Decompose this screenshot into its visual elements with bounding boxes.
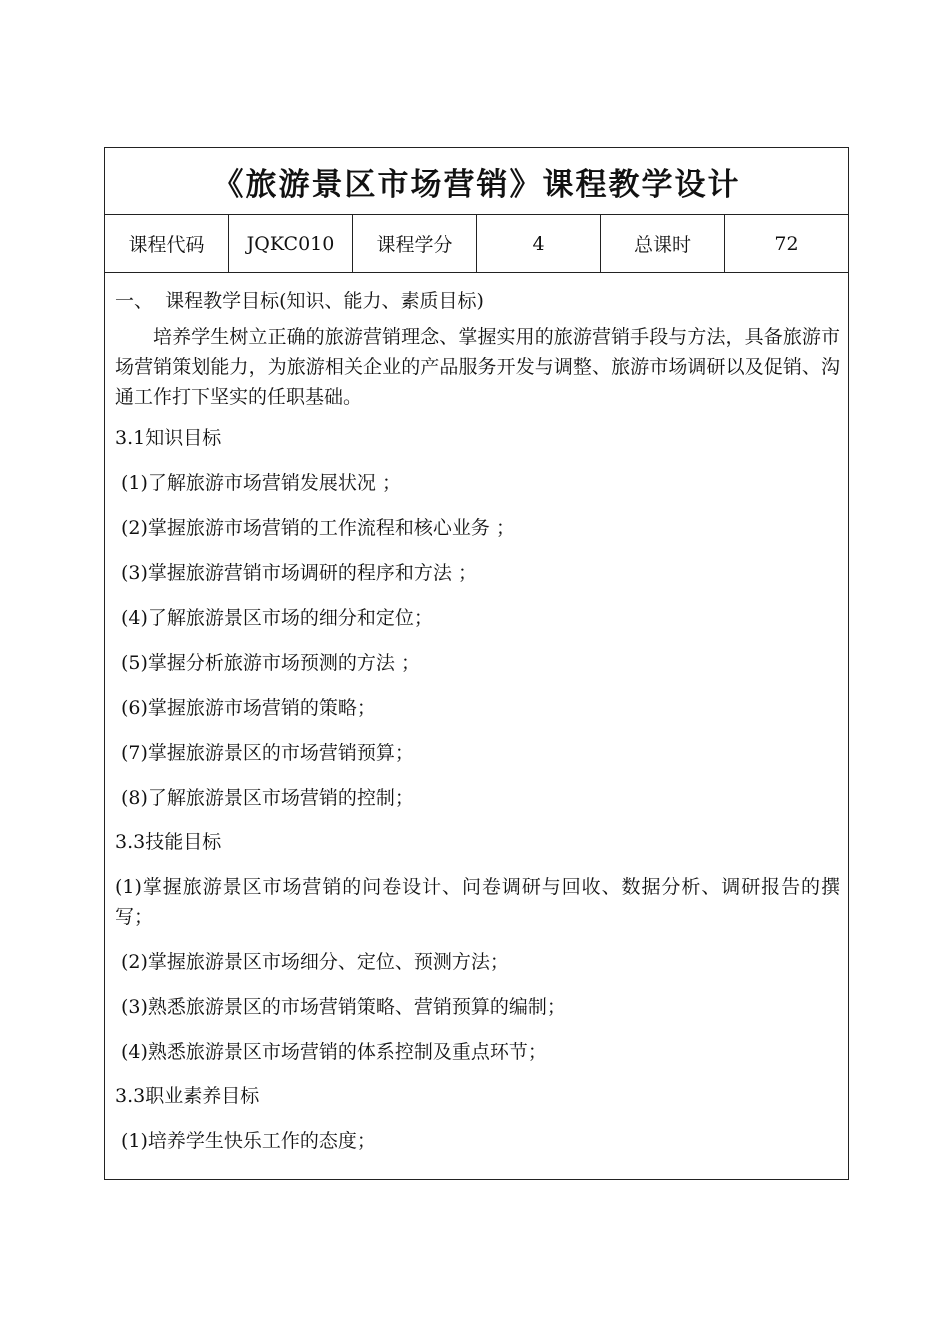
list-item: (2)掌握旅游景区市场细分、定位、预测方法； bbox=[121, 951, 509, 973]
title-row bbox=[105, 148, 848, 215]
quality-heading: 3.3职业素养目标 bbox=[115, 1085, 260, 1107]
course-code-label: 课程代码 bbox=[105, 215, 229, 272]
course-design-table bbox=[104, 147, 849, 1180]
list-item: (1)了解旅游市场营销发展状况 ； bbox=[121, 472, 401, 494]
list-item: (6)掌握旅游市场营销的策略； bbox=[121, 697, 376, 719]
list-item: (3)熟悉旅游景区的市场营销策略、营销预算的编制； bbox=[121, 996, 566, 1018]
knowledge-heading: 3.1知识目标 bbox=[115, 427, 222, 449]
course-credit-value: 4 bbox=[477, 215, 601, 272]
list-item: (8)了解旅游景区市场营销的控制； bbox=[121, 787, 414, 809]
goals-heading: 一、 课程教学目标(知识、能力、素质目标) bbox=[115, 290, 484, 312]
skills-heading: 3.3技能目标 bbox=[115, 831, 222, 853]
goals-content bbox=[105, 273, 848, 1156]
intro-paragraph: 培养学生树立正确的旅游营销理念、掌握实用的旅游营销手段与方法，具备旅游市场营销策划能力，为旅游相关企业的产品服务开发与调整、旅游市场调研以及促销、沟通工作打下坚实的任职基础。 bbox=[115, 326, 840, 408]
course-info-row bbox=[105, 215, 848, 273]
document-title: 《旅游景区市场营销》课程教学设计 bbox=[212, 166, 741, 203]
course-credit-label: 课程学分 bbox=[353, 215, 477, 272]
list-item: (5)掌握分析旅游市场预测的方法 ； bbox=[121, 652, 420, 674]
list-item: (1)培养学生快乐工作的态度； bbox=[121, 1130, 376, 1152]
list-item: (1)掌握旅游景区市场营销的问卷设计、问卷调研与回收、数据分析、调研报告的撰写； bbox=[115, 876, 840, 928]
course-code-value: JQKC010 bbox=[229, 215, 353, 272]
total-hours-value: 72 bbox=[774, 232, 799, 255]
list-item: (4)熟悉旅游景区市场营销的体系控制及重点环节； bbox=[121, 1041, 547, 1063]
list-item: (3)掌握旅游营销市场调研的程序和方法 ； bbox=[121, 562, 477, 584]
list-item: (2)掌握旅游市场营销的工作流程和核心业务 ； bbox=[121, 517, 515, 539]
list-item: (4)了解旅游景区市场的细分和定位； bbox=[121, 607, 433, 629]
list-item: (7)掌握旅游景区的市场营销预算； bbox=[121, 742, 414, 764]
total-hours-label: 总课时 bbox=[601, 215, 725, 272]
